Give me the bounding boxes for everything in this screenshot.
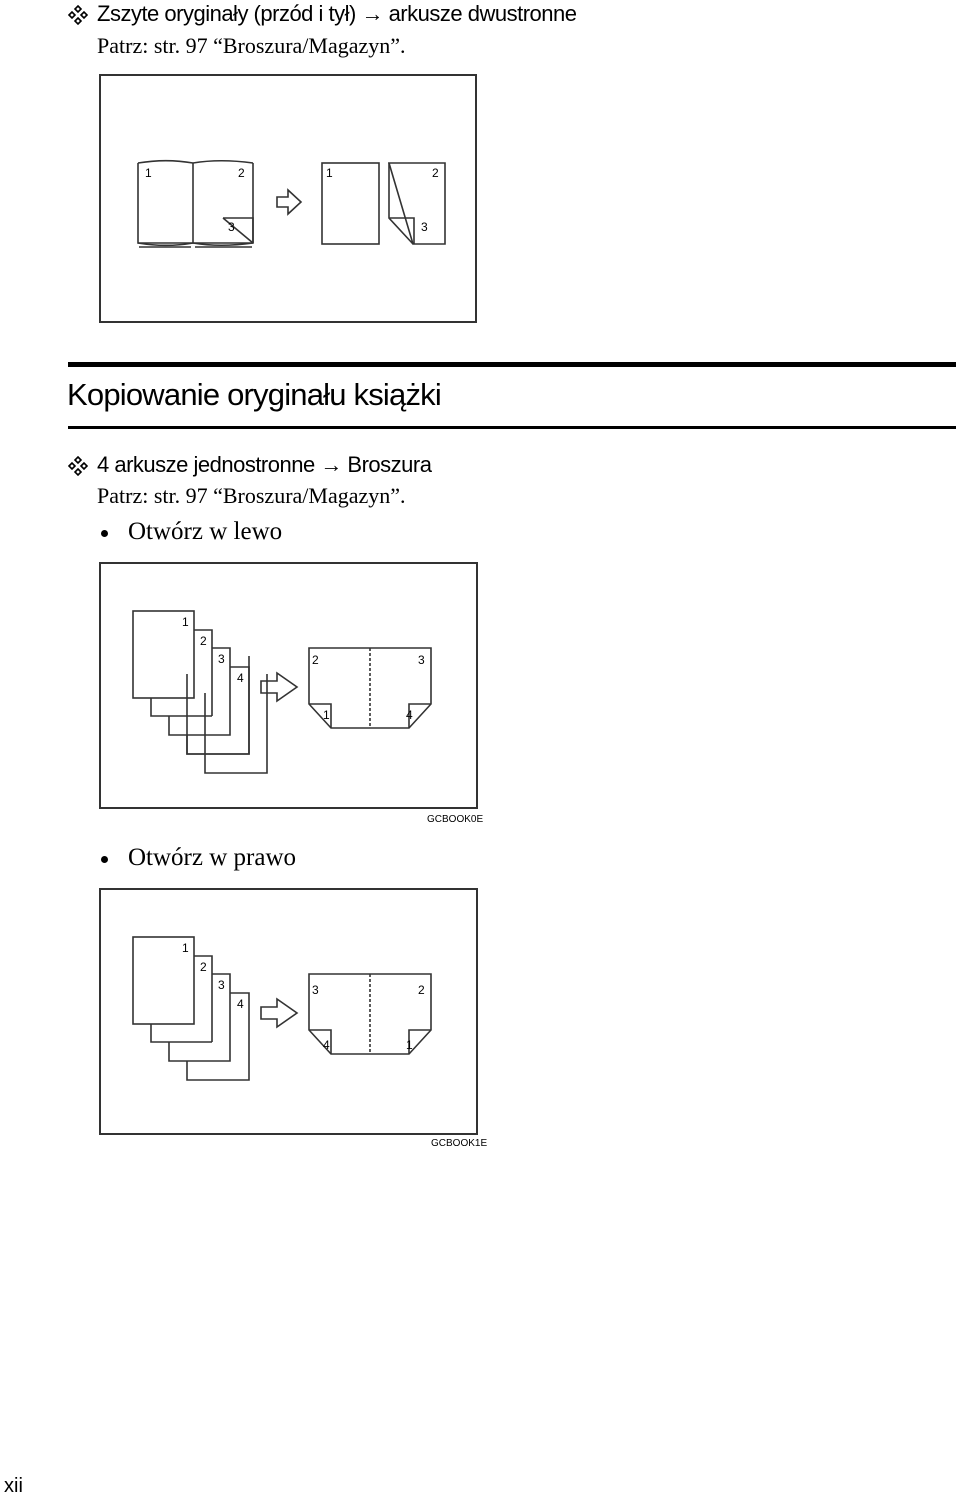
page-number-label: 1: [182, 615, 189, 629]
diamond-bullet-icon: [68, 5, 88, 25]
page-number-label: 3: [421, 220, 428, 234]
bullet-open-left: Otwórz w lewo: [128, 518, 283, 545]
page-number-label: 4: [406, 708, 413, 722]
diagram-open-left-svg: [101, 564, 476, 807]
figure-code: GCBOOK1E: [431, 1138, 488, 1149]
page-number-label: 3: [228, 220, 235, 234]
bullet-dot: [101, 856, 108, 863]
page-number-label: 4: [237, 997, 244, 1011]
page-number-label: 2: [200, 960, 207, 974]
page-number-label: 1: [182, 941, 189, 955]
section-title: Kopiowanie oryginału książki: [67, 377, 441, 412]
page-number-label: 1: [323, 708, 330, 722]
title-rule-top: [68, 362, 956, 367]
bullet-open-right: Otwórz w prawo: [128, 844, 297, 871]
page-number-label: 2: [418, 983, 425, 997]
page-number: xii: [4, 1475, 23, 1497]
diagram-booklet-open-right: [99, 888, 478, 1135]
page-number-label: 4: [323, 1038, 330, 1052]
diagram-stapled-svg: [101, 76, 475, 321]
page-number-label: 1: [406, 1038, 413, 1052]
page-reference: Patrz: str. 97 “Broszura/Magazyn”.: [97, 33, 406, 58]
page-number-label: 2: [312, 653, 319, 667]
diagram-booklet-open-left: [99, 562, 478, 809]
figure-code: GCBOOK0E: [427, 814, 484, 825]
section-heading: 4 arkusze jednostronne → Broszura: [97, 452, 432, 477]
diagram-open-right-svg: [101, 890, 476, 1133]
page-number-label: 2: [238, 166, 245, 180]
page-number-label: 1: [145, 166, 152, 180]
section-heading: Zszyte oryginały (przód i tył) → arkusze dwustronne: [97, 1, 577, 26]
page-number-label: 2: [432, 166, 439, 180]
page-number-label: 4: [237, 671, 244, 685]
diamond-bullet-icon: [68, 456, 88, 476]
diagram-stapled-to-duplex: [99, 74, 477, 323]
page-number-label: 3: [218, 652, 225, 666]
page-number-label: 3: [218, 978, 225, 992]
title-rule-bottom: [68, 426, 956, 429]
page-number-label: 1: [326, 166, 333, 180]
page-number-label: 3: [312, 983, 319, 997]
page-reference: Patrz: str. 97 “Broszura/Magazyn”.: [97, 483, 406, 508]
page-number-label: 2: [200, 634, 207, 648]
page-number-label: 3: [418, 653, 425, 667]
bullet-dot: [101, 530, 108, 537]
